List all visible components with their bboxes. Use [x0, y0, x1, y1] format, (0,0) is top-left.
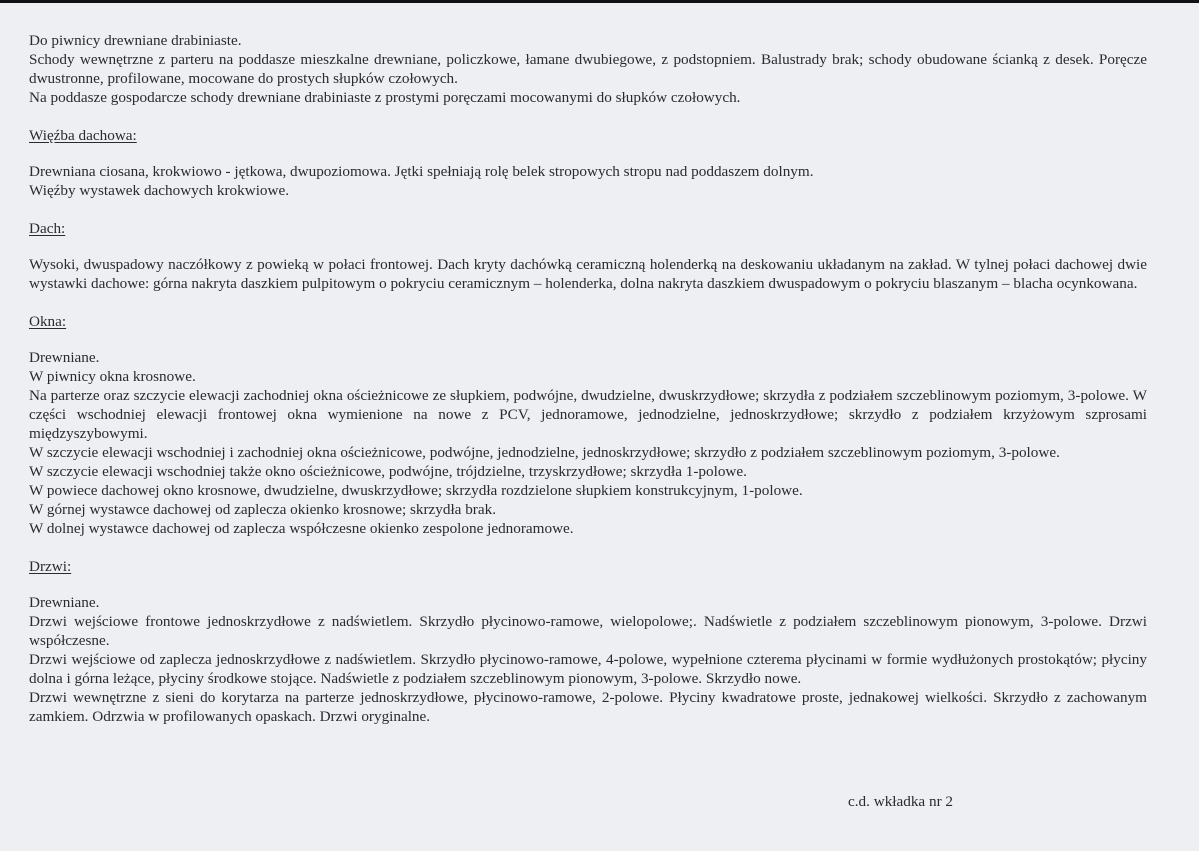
paragraph: W górnej wystawce dachowej od zaplecza okienko krosnowe; skrzydła brak. — [29, 501, 496, 518]
paragraph: W szczycie elewacji wschodniej i zachodniej okna ościeżnicowe, podwójne, jednodzielne, jednoskrzydłowe; skrzydło z podziałem szczeblinowym poziomym, 3-polowe. — [29, 444, 1060, 461]
section-heading-wiezba: Więźba dachowa: — [29, 127, 137, 144]
spacer — [29, 293, 1147, 312]
spacer — [29, 107, 1147, 126]
section-heading-okna: Okna: — [29, 313, 67, 330]
paragraph: Do piwnicy drewniane drabiniaste. — [29, 32, 242, 49]
paragraph: Drewniana ciosana, krokwiowo - jętkowa, dwupoziomowa. Jętki spełniają rolę belek stropowych stropu nad poddaszem dolnym. — [29, 163, 814, 180]
continuation-note: c.d. wkładka nr 2 — [848, 793, 954, 810]
paragraph: Na parterze oraz szczycie elewacji zachodniej okna ościeżnicowe ze słupkiem, podwójne, dwudzielne, dwuskrzydłowe; skrzydła z podziałem szczeblinowym poziomym, 3-polowe. W części wschodniej elewacji frontowej okna wymienione na nowe z PCV, jednoramowe, jednodzielne, jednoskrzydłowe; skrzydło z podziałem krzyżowym szprosami międzyszybowymi. — [29, 387, 1147, 442]
spacer — [29, 331, 1147, 348]
paragraph: Drewniane. — [29, 349, 100, 366]
paragraph: W powiece dachowej okno krosnowe, dwudzielne, dwuskrzydłowe; skrzydła rozdzielone słupkiem konstrukcyjnym, 1-polowe. — [29, 482, 803, 499]
paragraph: Drewniane. — [29, 594, 100, 611]
paragraph: Więźby wystawek dachowych krokwiowe. — [29, 182, 290, 199]
spacer — [29, 200, 1147, 219]
paragraph: Na poddasze gospodarcze schody drewniane drabiniaste z prostymi poręczami mocowanymi do słupków czołowych. — [29, 89, 741, 106]
spacer — [29, 576, 1147, 593]
paragraph: W szczycie elewacji wschodniej także okno ościeżnicowe, podwójne, trójdzielne, trzyskrzydłowe; skrzydła 1-polowe. — [29, 463, 747, 480]
spacer — [29, 238, 1147, 255]
document-body — [29, 31, 1147, 726]
paragraph: W piwnicy okna krosnowe. — [29, 368, 196, 385]
paragraph: Drzwi wewnętrzne z sieni do korytarza na parterze jednoskrzydłowe, płycinowo-ramowe, 2-polowe. Płyciny kwadratowe proste, jednakowej wielkości. Skrzydło z zachowanym zamkiem. Odrzwia w profilowanych opaskach. Drzwi oryginalne. — [29, 689, 1147, 725]
paragraph: W dolnej wystawce dachowej od zaplecza współczesne okienko zespolone jednoramowe. — [29, 520, 574, 537]
section-heading-drzwi: Drzwi: — [29, 558, 72, 575]
spacer — [29, 538, 1147, 557]
paragraph: Wysoki, dwuspadowy naczółkowy z powieką w połaci frontowej. Dach kryty dachówką ceramiczną holenderką na deskowaniu układanym na zakład. W tylnej połaci dachowej dwie wystawki dachowe: górna nakryta daszkiem pulpitowym o pokryciu ceramicznym – holenderka, dolna nakryta daszkiem dwuspadowym o pokryciu blaszanym – blacha ocynkowana. — [29, 256, 1147, 292]
paragraph: Drzwi wejściowe od zaplecza jednoskrzydłowe z nadświetlem. Skrzydło płycinowo-ramowe, 4-polowe, wypełnione czterema płycinami w formie wydłużonych prostokątów; płyciny dolna i górna leżące, płyciny środkowe stojące. Nadświetle z podziałem szczeblinowym pionowym, 3-polowe. Skrzydło nowe. — [29, 651, 1147, 687]
spacer — [29, 145, 1147, 162]
paragraph: Schody wewnętrzne z parteru na poddasze mieszkalne drewniane, policzkowe, łamane dwubiegowe, z podstopniem. Balustrady brak; schody obudowane ścianką z desek. Poręcze dwustronne, profilowane, mocowane do prostych słupków czołowych. — [29, 51, 1147, 87]
section-heading-dach: Dach: — [29, 220, 66, 237]
paragraph: Drzwi wejściowe frontowe jednoskrzydłowe z nadświetlem. Skrzydło płycinowo-ramowe, wielopolowe;. Nadświetle z podziałem szczeblinowym pionowym, 3-polowe. Drzwi współczesne. — [29, 613, 1147, 649]
